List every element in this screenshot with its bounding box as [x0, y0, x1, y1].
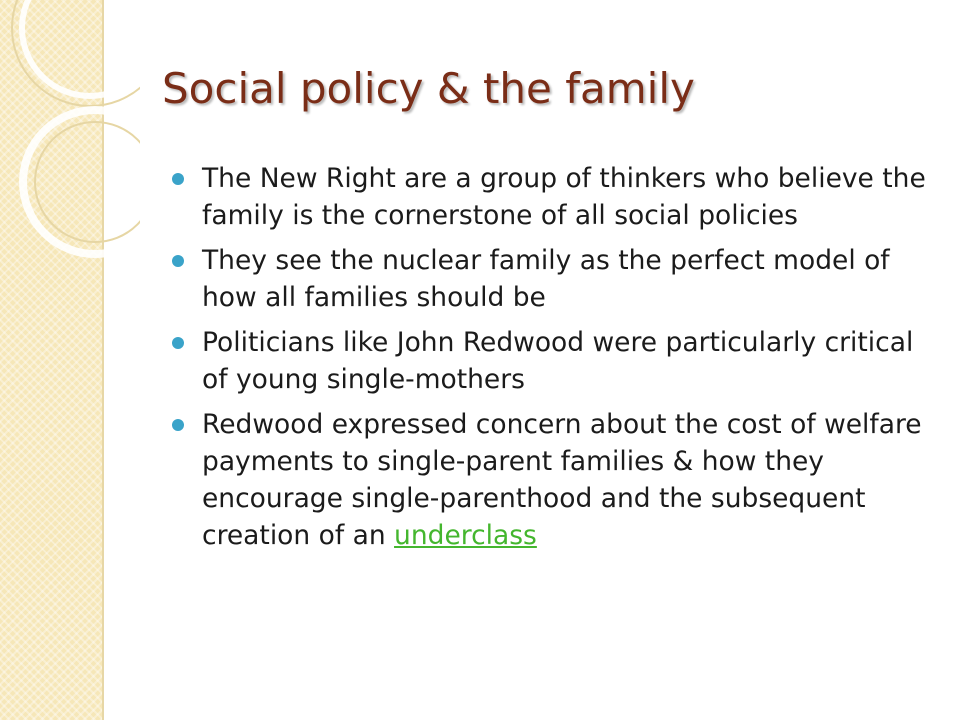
- slide-title: Social policy & the family: [162, 64, 695, 113]
- bullet-item: [172, 242, 932, 316]
- bullet-text: The New Right are a group of thinkers who believe the family is the cornerstone of all social policies: [202, 163, 926, 231]
- bullet-item: [172, 406, 932, 554]
- bullet-marker-icon: [172, 173, 184, 185]
- bullet-marker-icon: [172, 255, 184, 267]
- bullet-text: They see the nuclear family as the perfect model of how all families should be: [202, 245, 890, 313]
- bullet-text: Redwood expressed concern about the cost of welfare payments to single-parent families & how they encourage single-parenthood and the subsequent creation of an: [202, 409, 922, 551]
- bullet-item: [172, 160, 932, 234]
- bullet-marker-icon: [172, 337, 184, 349]
- underclass-link[interactable]: underclass: [394, 520, 537, 551]
- decorative-side-strip: [0, 0, 104, 720]
- bullet-list: [172, 160, 932, 562]
- bullet-text: Politicians like John Redwood were particularly critical of young single-mothers: [202, 327, 914, 395]
- bullet-item: [172, 324, 932, 398]
- bullet-marker-icon: [172, 419, 184, 431]
